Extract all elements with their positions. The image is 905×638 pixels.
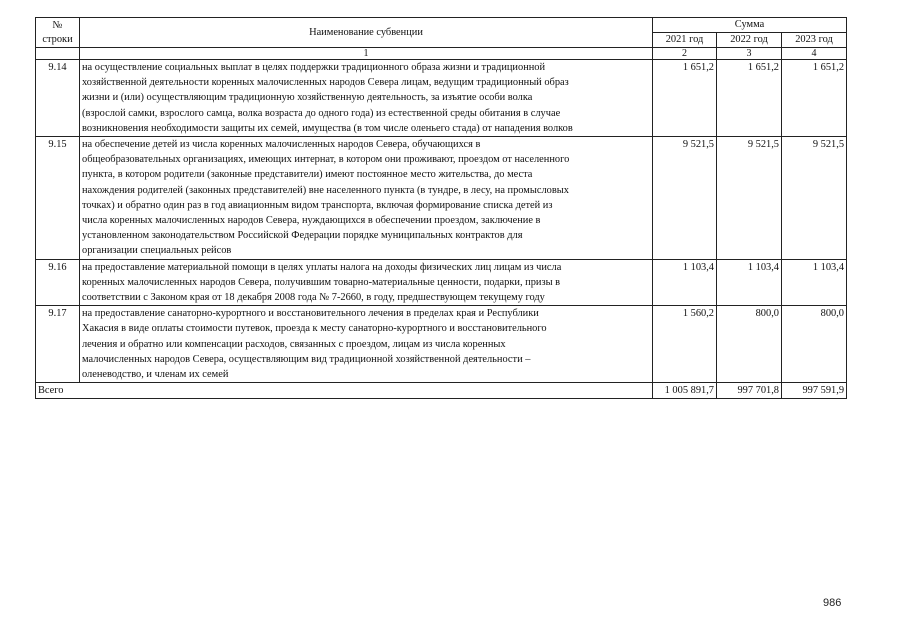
description-line: возникновения необходимости защиты их семей, имущества (в том числе оленьего стада) от нападения волков — [82, 122, 573, 134]
column-number-2: 2 — [653, 48, 717, 60]
description-line: малочисленных народов Севера, осуществляющим вид традиционной хозяйственной деятельности – — [82, 353, 531, 365]
amount-2023: 1 103,4 — [782, 259, 847, 306]
column-number-4: 4 — [782, 48, 847, 60]
description-line: на обеспечение детей из числа коренных малочисленных народов Севера, обучающихся в — [82, 139, 481, 151]
description-line: Хакасия в виде оплаты стоимости путевок, проезда к месту санаторно-курортного и восстановительного — [82, 323, 547, 335]
description-line: оленеводство, и членам их семей — [82, 369, 229, 381]
table-row — [36, 259, 847, 306]
amount-2022: 1 103,4 — [717, 259, 782, 306]
header-sum: Сумма — [653, 18, 847, 33]
total-label: Всего — [36, 383, 653, 399]
total-amount-2023: 997 591,9 — [782, 383, 847, 399]
amount-2023: 800,0 — [782, 306, 847, 383]
description-line: нахождения родителей (законных представителей) вне населенного пункта (в тундре, в лесу, на промысловых — [82, 184, 569, 196]
column-number-empty — [36, 48, 80, 60]
description-line: жизни и (или) осуществляющим традиционную хозяйственную деятельность, за изъятие особи волка — [82, 92, 533, 104]
header-row-top — [36, 18, 847, 33]
amount-2022: 1 651,2 — [717, 60, 782, 137]
description-line: лечения и обратно или компенсации расходов, связанных с проездом, лицам из числа коренных — [82, 338, 506, 350]
header-year-2022: 2022 год — [717, 33, 782, 48]
description-line: (взрослой самки, взрослого самца, волка возраста до одного года) из естественной среды обитания в случае — [82, 107, 561, 119]
description-line: соответствии с Законом края от 18 декабря 2008 года № 7-2660, в году, предшествующем текущему году — [82, 292, 545, 304]
column-number-3: 3 — [717, 48, 782, 60]
description-line: пункта, в котором родители (законные представители) имеют постоянное место жительства, до места — [82, 169, 533, 181]
amount-2022: 9 521,5 — [717, 137, 782, 260]
subsidy-description — [80, 137, 653, 260]
description-line: на предоставление санаторно-курортного и восстановительного лечения в пределах края и Республики — [82, 308, 539, 320]
header-row-number-line2: строки — [42, 33, 73, 45]
column-numbering-row — [36, 48, 847, 60]
amount-2022: 800,0 — [717, 306, 782, 383]
description-line: точках) и обратно один раз в год авиационным видом транспорта, включая формирование списка детей из — [82, 199, 553, 211]
subsidy-description — [80, 259, 653, 306]
amount-2023: 9 521,5 — [782, 137, 847, 260]
amount-2021: 9 521,5 — [653, 137, 717, 260]
table-row — [36, 60, 847, 137]
total-amount-2022: 997 701,8 — [717, 383, 782, 399]
description-line: на предоставление материальной помощи в целях уплаты налога на доходы физических лиц лицам из числа — [82, 261, 562, 273]
header-subsidy-name: Наименование субвенции — [80, 18, 653, 48]
header-year-2021: 2021 год — [653, 33, 717, 48]
row-number: 9.15 — [36, 137, 80, 260]
column-number-1: 1 — [80, 48, 653, 60]
description-line: общеобразовательных организациях, имеющих интернат, в котором они проживают, проездом от населенного — [82, 154, 570, 166]
table-body — [36, 18, 847, 399]
amount-2023: 1 651,2 — [782, 60, 847, 137]
table-row — [36, 306, 847, 383]
row-number: 9.17 — [36, 306, 80, 383]
description-line: на осуществление социальных выплат в целях поддержки традиционного образа жизни и традиционной — [82, 62, 546, 73]
header-row-number-line1: № — [52, 19, 63, 31]
amount-2021: 1 103,4 — [653, 259, 717, 306]
subsidy-description — [80, 60, 653, 137]
description-line: числа коренных малочисленных народов Севера, нуждающихся в обеспечении проездом, заключение в — [82, 215, 541, 227]
total-amount-2021: 1 005 891,7 — [653, 383, 717, 399]
description-line: коренных малочисленных народов Севера, получившим товарно-материальные ценности, подарки, призы в — [82, 276, 561, 288]
subsidy-description — [80, 306, 653, 383]
amount-2021: 1 651,2 — [653, 60, 717, 137]
description-line: организации специальных рейсов — [82, 245, 232, 257]
description-line: хозяйственной деятельности коренных малочисленных народов Севера лицам, ведущим традиционный образ — [82, 77, 569, 89]
total-row — [36, 383, 847, 399]
row-number: 9.16 — [36, 259, 80, 306]
header-year-2023: 2023 год — [782, 33, 847, 48]
subsidy-table — [35, 17, 847, 399]
description-line: установленном законодательством Российской Федерации порядке муниципальных контрактов для — [82, 230, 523, 242]
amount-2021: 1 560,2 — [653, 306, 717, 383]
header-row-number — [36, 18, 80, 48]
row-number: 9.14 — [36, 60, 80, 137]
page-number: 986 — [823, 597, 842, 609]
table-row — [36, 137, 847, 260]
